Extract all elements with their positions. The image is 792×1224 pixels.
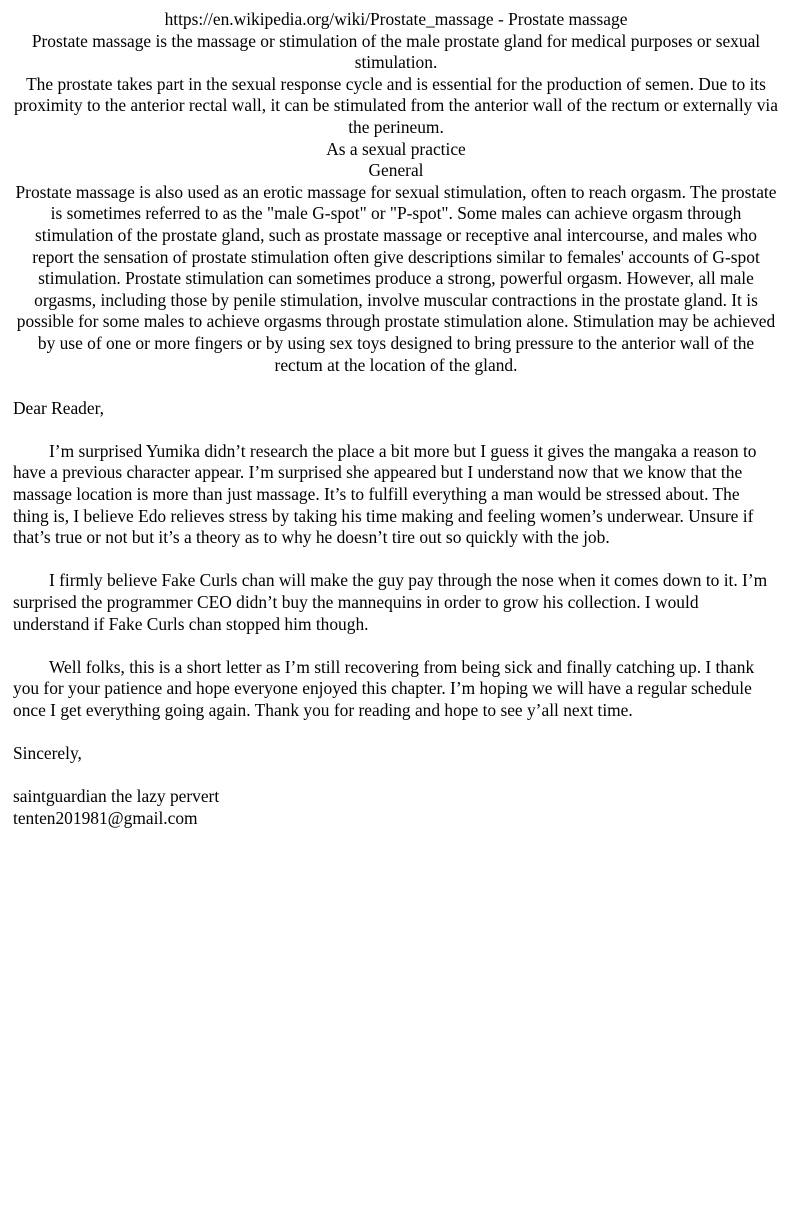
letter-paragraph-1: I’m surprised Yumika didn’t research the place a bit more but I guess it gives the mangaka a reason to have a previous character appear. I’m surprised she appeared but I understand now that we know that the massage location is more than just massage. It’s to fulfill everything a man would be stressed about. The thing is, I believe Edo relieves stress by taking his time making and feeling women’s underwear. Unsure if that’s true or not but it’s a theory as to why he doesn’t tire out so quickly with the job. [13, 440, 757, 548]
wiki-subsection-heading: General [368, 160, 424, 181]
signature-email: tenten201981@gmail.com [13, 807, 198, 828]
wiki-intro-2: The prostate takes part in the sexual response cycle and is essential for the production of semen. Due to its proximity to the anterior rectal wall, it can be stimulated from the anterior wall of the rectum or externally via the perineum. [14, 73, 778, 137]
letter [13, 398, 779, 830]
letter-paragraph-2: I firmly believe Fake Curls chan will make the guy pay through the nose when it comes down to it. I’m surprised the programmer CEO didn’t buy the mannequins in order to grow his collection. I would understand if Fake Curls chan stopped him though. [13, 570, 768, 634]
letter-closing: Sincerely, [13, 743, 82, 764]
wiki-intro-1: Prostate massage is the massage or stimulation of the male prostate gland for medical purposes or sexual stimulation. [31, 30, 761, 73]
document-page [13, 9, 779, 830]
signature-name: saintguardian the lazy pervert [13, 786, 220, 807]
wiki-section-heading: As a sexual practice [326, 138, 466, 159]
letter-paragraph-3: Well folks, this is a short letter as I’m still recovering from being sick and finally catching up. I thank you for your patience and hope everyone enjoyed this chapter. I’m hoping we will have a regular schedule once I get everything going again. Thank you for reading and hope to see y’all next time. [13, 656, 755, 720]
wiki-body: Prostate massage is also used as an erotic massage for sexual stimulation, often to reach orgasm. The prostate is sometimes referred to as the "male G-spot" or "P-spot". Some males can achieve orgasm through stimulation of the prostate gland, such as prostate massage or receptive anal intercourse, and males who report the sensation of prostate stimulation often give descriptions similar to females' accounts of G-spot stimulation. Prostate stimulation can sometimes produce a strong, powerful orgasm. However, all male orgasms, including those by penile stimulation, involve muscular contractions in the prostate gland. It is possible for some males to achieve orgasms through prostate stimulation alone. Stimulation may be achieved by use of one or more fingers or by using sex toys designed to bring pressure to the anterior wall of the rectum at the location of the gland. [15, 181, 777, 375]
wiki-excerpt [13, 9, 779, 376]
wiki-header: https://en.wikipedia.org/wiki/Prostate_massage - Prostate massage [164, 9, 628, 29]
letter-greeting: Dear Reader, [13, 397, 105, 418]
